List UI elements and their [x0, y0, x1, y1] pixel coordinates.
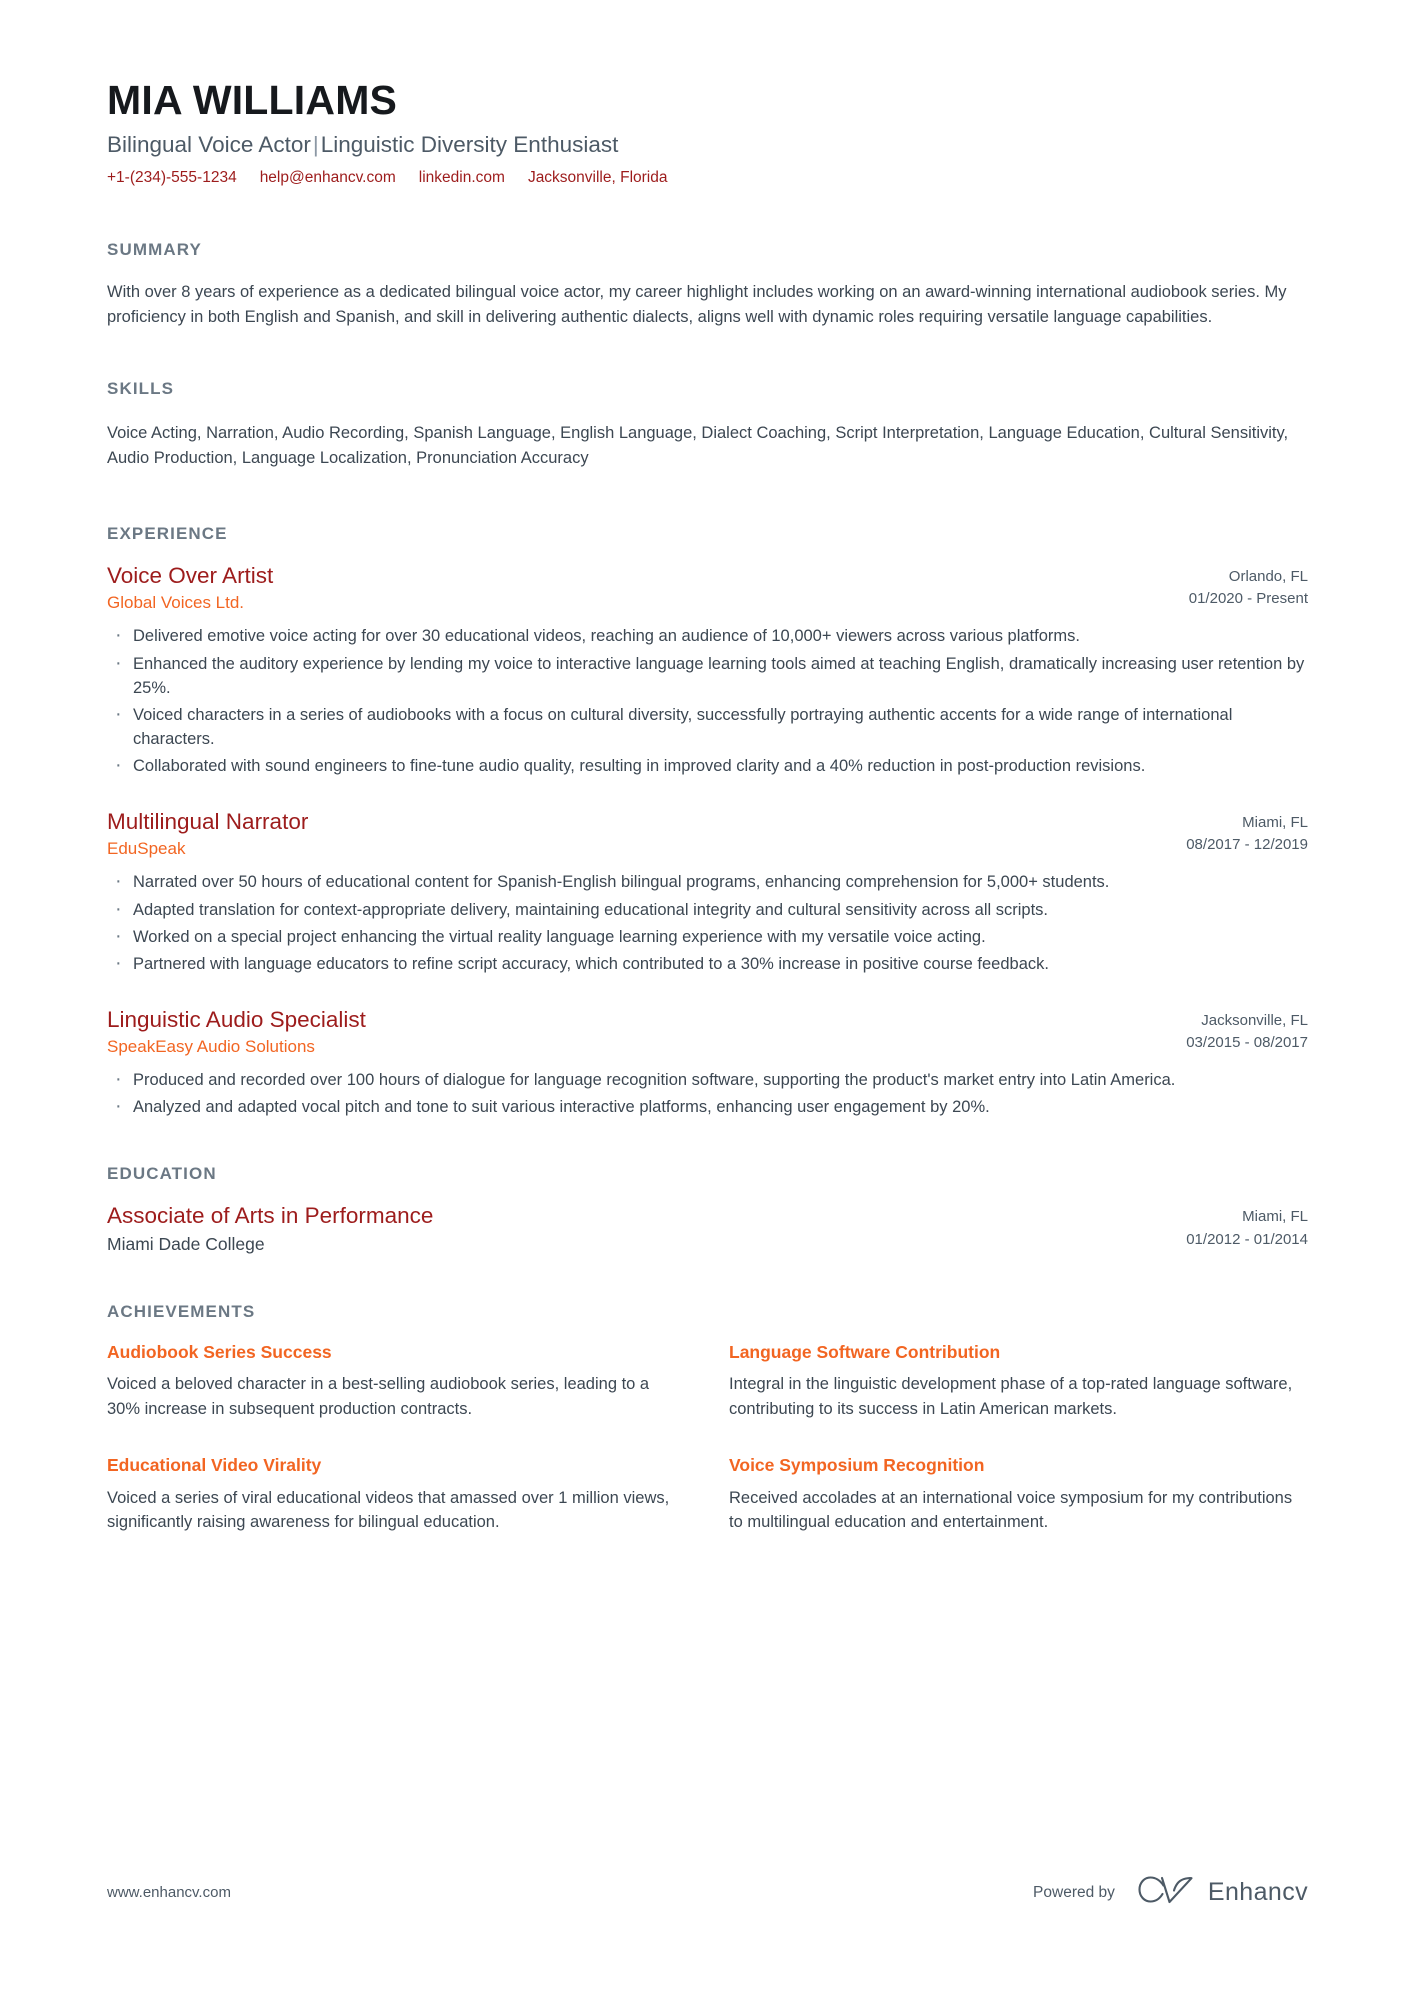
achievement-item [729, 1341, 1308, 1422]
section-education [107, 1164, 1308, 1255]
job-bullet: · Analyzed and adapted vocal pitch and tone to suit various interactive platforms, enhancing user engagement by 20%. [107, 1095, 1308, 1119]
job-bullets [107, 624, 1308, 777]
achievement-title: Language Software Contribution [729, 1341, 1001, 1362]
contact-phone[interactable]: +1-(234)-555-1234 [107, 169, 237, 187]
achievement-item [107, 1454, 686, 1535]
experience-entry [107, 808, 1308, 976]
company-name: EduSpeak [107, 839, 186, 859]
skills-list: Voice Acting, Narration, Audio Recording, Spanish Language, English Language, Dialect Coaching, Script Interpretation, Language Education, Cultural Sensitivity, Audio Production, Language Localization, Pronunciation Accuracy [107, 423, 1289, 467]
section-skills [107, 379, 1308, 471]
achievement-description: Voiced a series of viral educational videos that amassed over 1 million views, significantly raising awareness for bilingual education. [107, 1488, 670, 1532]
powered-by-label: Powered by [1033, 1883, 1115, 1901]
experience-heading: EXPERIENCE [107, 523, 228, 543]
experience-entry-main [107, 1006, 1186, 1059]
achievements-grid [107, 1341, 1308, 1536]
achievement-description: Received accolades at an international voice symposium for my contributions to multilingual education and entertainment. [729, 1488, 1293, 1532]
section-experience [107, 524, 1308, 1120]
education-entry-header [107, 1202, 1308, 1255]
school-location: Miami, FL [1242, 1208, 1308, 1226]
skills-heading: SKILLS [107, 378, 175, 398]
experience-entry-meta [1186, 808, 1308, 857]
headline-tagline: Linguistic Diversity Enthusiast [320, 132, 619, 158]
experience-entry-header [107, 562, 1308, 615]
resume-footer [0, 1874, 1410, 1911]
job-dates: 08/2017 - 12/2019 [1186, 836, 1308, 854]
summary-heading: SUMMARY [107, 239, 202, 259]
summary-text: With over 8 years of experience as a dedicated bilingual voice actor, my career highlight includes working on an award-winning international audiobook series. My proficiency in both English and Spanish, and skill in delivering authentic dialects, aligns well with dynamic roles requiring versatile language capabilities. [107, 282, 1287, 326]
achievement-title: Voice Symposium Recognition [729, 1454, 985, 1475]
job-bullets [107, 870, 1308, 975]
experience-entry-main [107, 808, 1186, 861]
job-bullet: · Enhanced the auditory experience by lending my voice to interactive language learning tools aimed at teaching English, dramatically increasing user retention by 25%. [107, 652, 1308, 700]
experience-entry-main [107, 562, 1189, 615]
education-entry-meta [1186, 1202, 1308, 1251]
contact-list [107, 168, 1308, 187]
resume-header [107, 78, 1308, 188]
education-heading: EDUCATION [107, 1164, 217, 1184]
job-bullet: · Delivered emotive voice acting for over 30 educational videos, reaching an audience of 10,000+ viewers across various platforms. [107, 624, 1308, 648]
footer-branding [1033, 1874, 1308, 1911]
experience-entry-header [107, 1006, 1308, 1059]
job-bullet: · Partnered with language educators to refine script accuracy, which contributed to a 30% increase in positive course feedback. [107, 952, 1308, 976]
experience-entry [107, 1006, 1308, 1120]
experience-entry [107, 562, 1308, 778]
achievement-description: Integral in the linguistic development phase of a top-rated language software, contributing to its success in Latin American markets. [729, 1375, 1293, 1419]
job-location: Orlando, FL [1228, 567, 1308, 585]
job-bullets [107, 1068, 1308, 1119]
job-bullet: · Voiced characters in a series of audiobooks with a focus on cultural diversity, successfully portraying authentic accents for a wide range of international characters. [107, 703, 1308, 751]
enhancv-logo-lockup [1137, 1874, 1308, 1911]
job-bullet: · Narrated over 50 hours of educational content for Spanish-English bilingual programs, enhancing comprehension for 5,000+ students. [107, 870, 1308, 894]
contact-location: Jacksonville, Florida [527, 169, 668, 187]
job-bullet: · Collaborated with sound engineers to fine-tune audio quality, resulting in improved clarity and a 40% reduction in post-production revisions. [107, 754, 1308, 778]
education-entry [107, 1202, 1308, 1255]
headline-separator: | [312, 132, 319, 158]
candidate-name: MIA WILLIAMS [107, 77, 398, 123]
experience-entry-header [107, 808, 1308, 861]
section-achievements [107, 1302, 1308, 1536]
company-name: SpeakEasy Audio Solutions [107, 1037, 315, 1057]
job-dates: 01/2020 - Present [1188, 590, 1308, 608]
candidate-headline [107, 131, 1308, 158]
company-name: Global Voices Ltd. [107, 593, 245, 613]
achievement-item [729, 1454, 1308, 1535]
achievement-description: Voiced a beloved character in a best-selling audiobook series, leading to a 30% increase in subsequent production contracts. [107, 1375, 650, 1419]
experience-entry-meta [1186, 1006, 1308, 1055]
achievement-title: Audiobook Series Success [107, 1341, 332, 1362]
school-dates: 01/2012 - 01/2014 [1186, 1230, 1308, 1248]
job-bullet: · Worked on a special project enhancing the virtual reality language learning experience with my versatile voice acting. [107, 925, 1308, 949]
achievement-item [107, 1341, 686, 1422]
job-bullet: · Produced and recorded over 100 hours of dialogue for language recognition software, supporting the product's market entry into Latin America. [107, 1068, 1308, 1092]
job-dates: 03/2015 - 08/2017 [1186, 1034, 1308, 1052]
job-bullet: · Adapted translation for context-appropriate delivery, maintaining educational integrity and cultural sensitivity across all scripts. [107, 898, 1308, 922]
degree-title: Associate of Arts in Performance [107, 1203, 434, 1229]
job-title: Linguistic Audio Specialist [107, 1006, 366, 1032]
enhancv-infinity-icon [1137, 1874, 1195, 1911]
headline-role: Bilingual Voice Actor [107, 132, 311, 158]
experience-entry-meta [1189, 562, 1308, 611]
contact-email[interactable]: help@enhancv.com [259, 169, 396, 187]
education-entry-main [107, 1202, 1186, 1255]
job-title: Multilingual Narrator [107, 808, 309, 834]
footer-website[interactable]: www.enhancv.com [107, 1884, 231, 1901]
contact-linkedin[interactable]: linkedin.com [418, 169, 505, 187]
achievements-heading: ACHIEVEMENTS [107, 1301, 256, 1321]
school-name: Miami Dade College [107, 1233, 265, 1254]
achievement-title: Educational Video Virality [107, 1454, 322, 1475]
job-title: Voice Over Artist [107, 562, 274, 588]
job-location: Miami, FL [1242, 813, 1308, 831]
section-summary [107, 240, 1308, 330]
enhancv-wordmark: Enhancv [1207, 1878, 1308, 1906]
job-location: Jacksonville, FL [1201, 1011, 1308, 1029]
